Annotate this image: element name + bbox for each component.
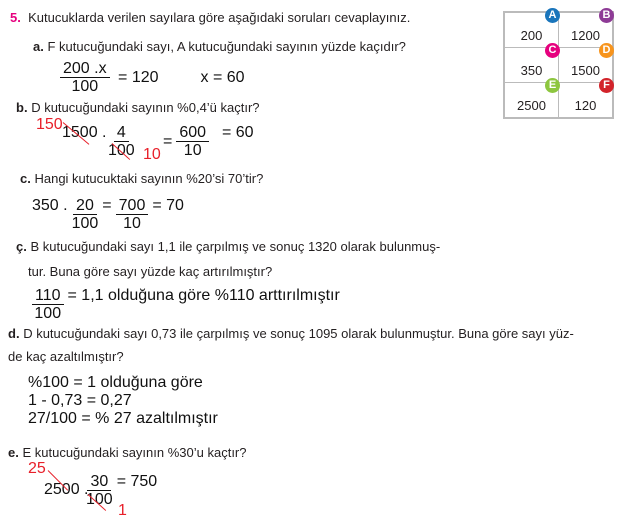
item-text-cont: de kaç azaltılmıştır? <box>8 349 124 364</box>
answer-line: %100 = 1 olduğuna göre <box>28 374 203 391</box>
badge-f: F <box>599 78 614 93</box>
item-d <box>8 326 574 341</box>
denominator: 10 <box>123 215 141 232</box>
numerator: 200 .x <box>60 60 110 78</box>
result: = 70 <box>152 197 184 215</box>
numerator: 110 <box>32 287 64 305</box>
item-text-cont: tur. Buna göre sayı yüzde kaç artırılmıştır? <box>28 264 273 279</box>
numerator: 700 <box>116 197 149 215</box>
result: = 1,1 olduğuna göre %110 arttırılmıştır <box>67 287 340 305</box>
result: = 750 <box>116 473 158 491</box>
numerator: 20 <box>73 197 97 215</box>
answer-a <box>56 60 245 96</box>
question-number: 5. <box>10 10 21 25</box>
item-c <box>20 171 263 186</box>
equation: = 120 <box>118 69 159 87</box>
denominator: 100 <box>71 78 99 95</box>
item-e <box>8 445 247 460</box>
box-value: 120 <box>574 97 597 113</box>
numerator: 600 <box>176 124 209 142</box>
red-annotation: 25 <box>28 460 46 477</box>
factor: 1500 . <box>62 124 107 141</box>
equals: = <box>102 197 112 215</box>
item-cc <box>16 239 440 254</box>
item-text: Hangi kutucuktaki sayının %20’si 70’tir? <box>34 171 264 186</box>
red-annotation: 10 <box>143 146 161 163</box>
box-e <box>504 79 559 119</box>
item-label: a. <box>33 39 44 54</box>
box-value: 2500 <box>517 97 546 113</box>
box-value: 1200 <box>571 27 600 43</box>
denominator: 100 <box>86 491 113 508</box>
item-text: F kutucuğundaki sayı, A kutucuğundaki sayının yüzde kaçıdır? <box>47 39 406 54</box>
fraction-b <box>104 124 139 160</box>
badge-e: E <box>545 78 560 93</box>
equals: = <box>163 133 173 151</box>
number-boxes <box>503 11 614 119</box>
item-label: d. <box>8 326 20 341</box>
box-value: 200 <box>520 27 543 43</box>
item-label: c. <box>20 171 31 186</box>
item-a <box>33 39 406 54</box>
answer-c <box>32 197 184 233</box>
factor: 2500 . <box>44 481 89 498</box>
numerator: 30 <box>87 473 111 491</box>
item-text: D kutucuğundaki sayının %0,4’ü kaçtır? <box>31 100 260 115</box>
denominator: 100 <box>34 305 62 322</box>
answer-d <box>28 374 218 428</box>
badge-d: D <box>599 43 614 58</box>
box-value: 350 <box>520 62 543 78</box>
item-b <box>16 100 260 115</box>
box-f <box>559 79 614 119</box>
red-annotation: 1 <box>118 502 127 519</box>
answer-line: 1 - 0,73 = 0,27 <box>28 392 132 409</box>
question-header <box>10 10 410 25</box>
result-b <box>163 124 254 160</box>
item-text: D kutucuğundaki sayı 0,73 ile çarpılmış ve sonuç 1095 olarak bulunmuştur. Buna göre sayı yüz- <box>23 326 574 341</box>
answer-line: 27/100 = % 27 azaltılmıştır <box>28 410 218 427</box>
item-label: e. <box>8 445 19 460</box>
item-text: B kutucuğundaki sayı 1,1 ile çarpılmış ve sonuç 1320 olarak bulunmuş- <box>30 239 441 254</box>
denominator: 10 <box>183 142 202 159</box>
item-label: ç. <box>16 239 27 254</box>
box-value: 1500 <box>571 62 600 78</box>
numerator: 4 <box>114 124 129 142</box>
result: x = 60 <box>200 69 245 87</box>
factor: 350 . <box>32 197 68 215</box>
badge-c: C <box>545 43 560 58</box>
denominator: 100 <box>108 142 135 159</box>
item-text: E kutucuğundaki sayının %30’u kaçtır? <box>22 445 247 460</box>
badge-a: A <box>545 8 560 23</box>
answer-cc <box>28 287 340 323</box>
badge-b: B <box>599 8 614 23</box>
result: = 60 <box>221 124 254 142</box>
red-annotation: 150 <box>36 116 63 133</box>
question-text: Kutucuklarda verilen sayılara göre aşağıdaki soruları cevaplayınız. <box>28 10 411 25</box>
item-label: b. <box>16 100 28 115</box>
denominator: 100 <box>71 215 99 232</box>
